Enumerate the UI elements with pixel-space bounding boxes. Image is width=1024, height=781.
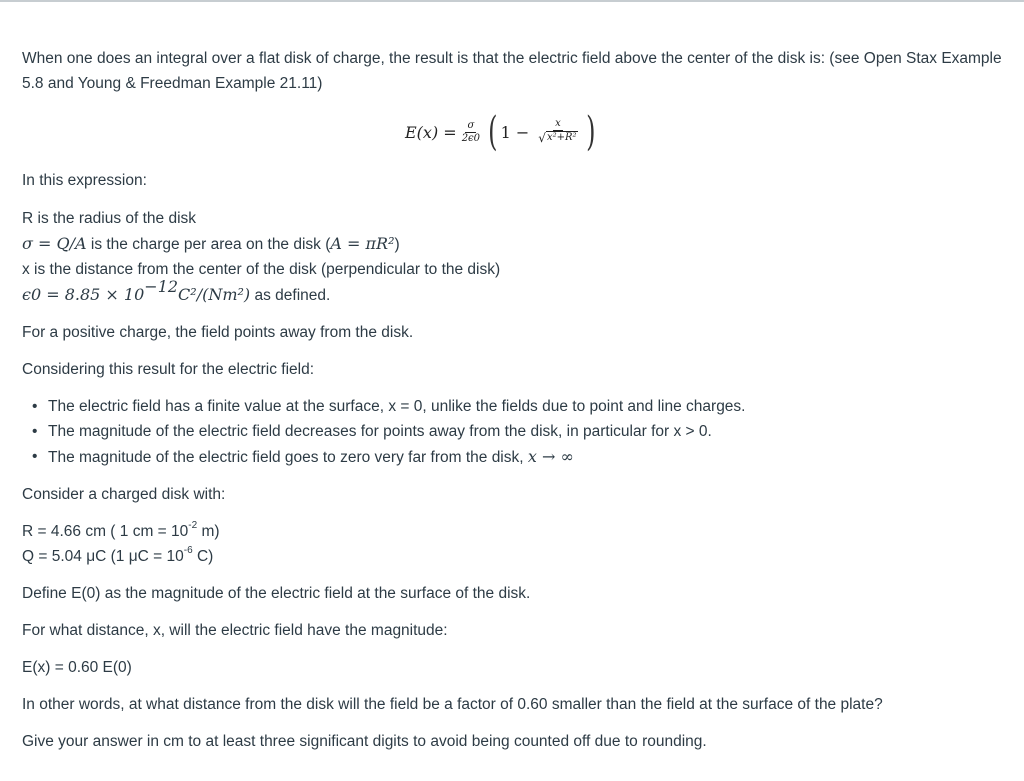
list-item: • The electric field has a finite value at the surface, x = 0, unlike the fields due to point and line charges. — [48, 394, 1007, 419]
charge-value — [22, 544, 1007, 569]
left-paren: ( — [488, 109, 498, 155]
square-root — [538, 131, 577, 144]
def-radius: R is the radius of the disk — [22, 210, 197, 227]
what-distance: For what distance, x, will the electric field have the magnitude: — [22, 622, 448, 639]
area-math: A = πR² — [330, 234, 395, 253]
epsilon-exponent: −12 — [144, 276, 179, 296]
epsilon-text: as defined. — [250, 287, 331, 304]
positive-charge-note: For a positive charge, the field points away from the disk. — [22, 324, 414, 341]
list-item-text: The magnitude of the electric field goes to zero very far from the disk, — [48, 449, 528, 466]
considering-heading: Considering this result for the electric field: — [22, 361, 315, 378]
inner-numerator: x — [555, 118, 561, 129]
radius-exponent: -2 — [188, 519, 198, 531]
ratio-statement: E(x) = 0.60 E(0) — [22, 659, 132, 676]
charge-exponent: -6 — [183, 544, 193, 556]
radius-value — [22, 519, 1007, 544]
in-this-expression: In this expression: — [22, 172, 147, 189]
intro-paragraph: When one does an integral over a flat disk of charge, the result is that the electric field above the center of the disk is: (see Open Stax Example 5.8 and Young & Freedman Example 21.11) — [22, 50, 1002, 92]
sigma-text: is the charge per area on the disk ( — [86, 236, 331, 253]
define-e0: Define E(0) as the magnitude of the electric field at the surface of the disk. — [22, 585, 531, 602]
def-epsilon — [22, 276, 1007, 308]
right-paren: ) — [585, 109, 596, 155]
sigma-math: σ = Q/A — [22, 234, 87, 253]
limit-math: x → ∞ — [527, 447, 574, 466]
def-x: x is the distance from the center of the disk (perpendicular to the disk) — [22, 261, 501, 278]
formula-lhs: E(x) = — [405, 122, 457, 142]
top-divider — [0, 0, 1024, 2]
electric-field-formula — [405, 109, 598, 155]
sigma-over-2eps — [460, 120, 482, 145]
answer-instructions: Give your answer in cm to at least three significant digits to avoid being counted off due to rounding. — [22, 733, 707, 750]
field-properties-list — [22, 394, 1007, 470]
list-item — [48, 444, 1007, 470]
sigma-close: ) — [394, 236, 400, 253]
radius-value-unit: m) — [197, 523, 220, 540]
epsilon-units: C²/(Nm²) — [178, 285, 251, 304]
one-minus: 1 − — [500, 122, 530, 142]
frac-numerator: σ — [467, 119, 475, 131]
list-item: • The magnitude of the electric field decreases for points away from the disk, in particular for x > 0. — [48, 419, 1007, 444]
consider-disk: Consider a charged disk with: — [22, 486, 226, 503]
radical-sign: √ — [538, 131, 546, 145]
x-over-root — [536, 118, 579, 146]
inner-denominator: x²+R² — [546, 132, 577, 143]
def-sigma — [22, 231, 1007, 257]
question-body — [22, 46, 1007, 754]
formula-block — [22, 106, 1007, 168]
frac-denominator: 2ϵ0 — [461, 132, 481, 144]
radius-value-text: R = 4.66 cm ( 1 cm = 10 — [22, 523, 189, 540]
other-words: In other words, at what distance from the disk will the field be a factor of 0.60 smaller than the field at the surface of the plate? — [22, 696, 883, 713]
charge-value-unit: C) — [192, 548, 214, 565]
epsilon-math: ϵ0 = 8.85 × 10 — [22, 285, 145, 304]
charge-value-text: Q = 5.04 μC (1 μC = 10 — [22, 548, 184, 565]
